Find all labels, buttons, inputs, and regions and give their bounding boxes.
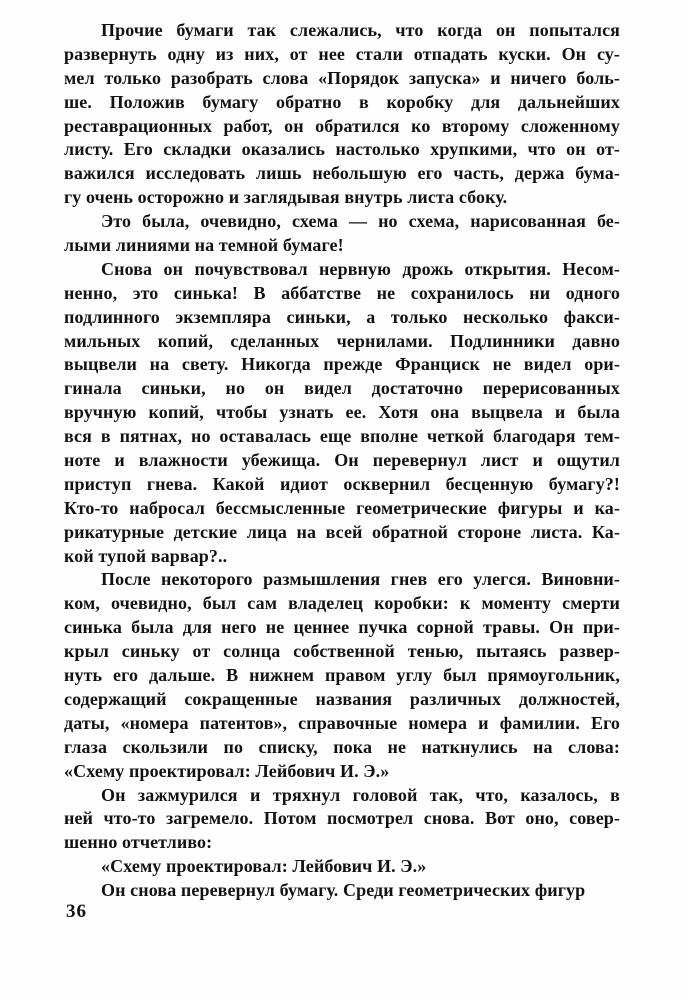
paragraph xyxy=(64,258,620,569)
text-line: реставрационных работ, он обратился ко второму сложенному xyxy=(64,115,620,136)
paragraph xyxy=(64,879,620,903)
text-line: «Схему проектировал: Лейбович И. Э.» xyxy=(64,760,390,781)
paragraph xyxy=(64,855,620,879)
text-line: нуть его дальше. В нижнем правом углу был прямоугольник, xyxy=(64,665,620,686)
text-line: вся в пятнах, но оставалась еще вполне четкой благодаря тем- xyxy=(64,426,620,447)
paragraph xyxy=(64,210,620,258)
text-line: ненно, это синька! В аббатстве не сохранилось ни одного xyxy=(64,282,620,303)
text-line: подлинного экземпляра синьки, а только несколько факси- xyxy=(64,306,620,327)
text-line: синька была для него не ценнее пучка сорной травы. Он при- xyxy=(64,617,620,638)
text-line: даты, «номера патентов», справочные номера и фамилии. Его xyxy=(64,712,620,733)
text-line: вручную копий, чтобы узнать ее. Хотя она выцвела и была xyxy=(64,402,620,423)
text-line: После некоторого размышления гнев его улегся. Виновни- xyxy=(101,569,620,590)
text-line: ше. Положив бумагу обратно в коробку для дальнейших xyxy=(64,91,620,112)
text-line: крыл синьку от солнца собственной тенью, пытаясь развер- xyxy=(64,641,620,662)
text-line: ноте и влажности убежища. Он перевернул лист и ощутил xyxy=(64,450,620,471)
text-line: развернуть одну из них, от нее стали отпадать куски. Он су- xyxy=(64,43,620,64)
text-line: мел только разобрать слова «Порядок запуска» и ничего боль- xyxy=(64,67,620,88)
text-line: кой тупой варвар?.. xyxy=(64,545,228,566)
text-line: приступ гнева. Какой идиот осквернил бесценную бумагу?! xyxy=(64,473,620,494)
text-line: «Схему проектировал: Лейбович И. Э.» xyxy=(101,856,427,877)
text-line: выцвели на свету. Никогда прежде Франциск не видел ори- xyxy=(64,354,620,375)
text-line: Кто-то набросал бессмысленные геометрические фигуры и ка- xyxy=(64,497,620,518)
text-line: листу. Его складки оказались настолько хрупкими, что он от- xyxy=(64,139,620,160)
paragraph xyxy=(64,784,620,856)
text-line: рикатурные детские лица на всей обратной стороне листа. Ка- xyxy=(64,521,620,542)
paragraph xyxy=(64,568,620,783)
paragraph xyxy=(64,19,620,210)
text-line: гинала синьки, но он видел достаточно перерисованных xyxy=(64,378,620,399)
text-line: важился исследовать лишь небольшую его часть, держа бума- xyxy=(64,163,620,184)
text-line: гу очень осторожно и заглядывая внутрь листа сбоку. xyxy=(64,187,508,208)
text-line: Это была, очевидно, схема — но схема, нарисованная бе- xyxy=(101,211,620,232)
text-line: ком, очевидно, был сам владелец коробки: к моменту смерти xyxy=(64,593,620,614)
text-line: Снова он почувствовал нервную дрожь открытия. Несом- xyxy=(101,258,620,279)
text-block xyxy=(64,19,620,903)
text-line: глаза скользили по списку, пока не наткнулись на слова: xyxy=(64,736,620,757)
text-line: Он зажмурился и тряхнул головой так, что, казалось, в xyxy=(101,784,620,805)
text-line: Он снова перевернул бумагу. Среди геометрических фигур xyxy=(101,880,586,901)
text-line: ней что-то загремело. Потом посмотрел снова. Вот оно, совер- xyxy=(64,808,620,829)
text-line: шенно отчетливо: xyxy=(64,832,213,853)
text-line: лыми линиями на темной бумаге! xyxy=(64,235,344,256)
text-line: Прочие бумаги так слежались, что когда он попытался xyxy=(101,20,620,40)
text-line: содержащий сокращенные названия различных должностей, xyxy=(64,688,620,709)
page-number: 36 xyxy=(66,901,87,922)
text-line: мильных копий, сделанных чернилами. Подлинники давно xyxy=(64,330,620,351)
